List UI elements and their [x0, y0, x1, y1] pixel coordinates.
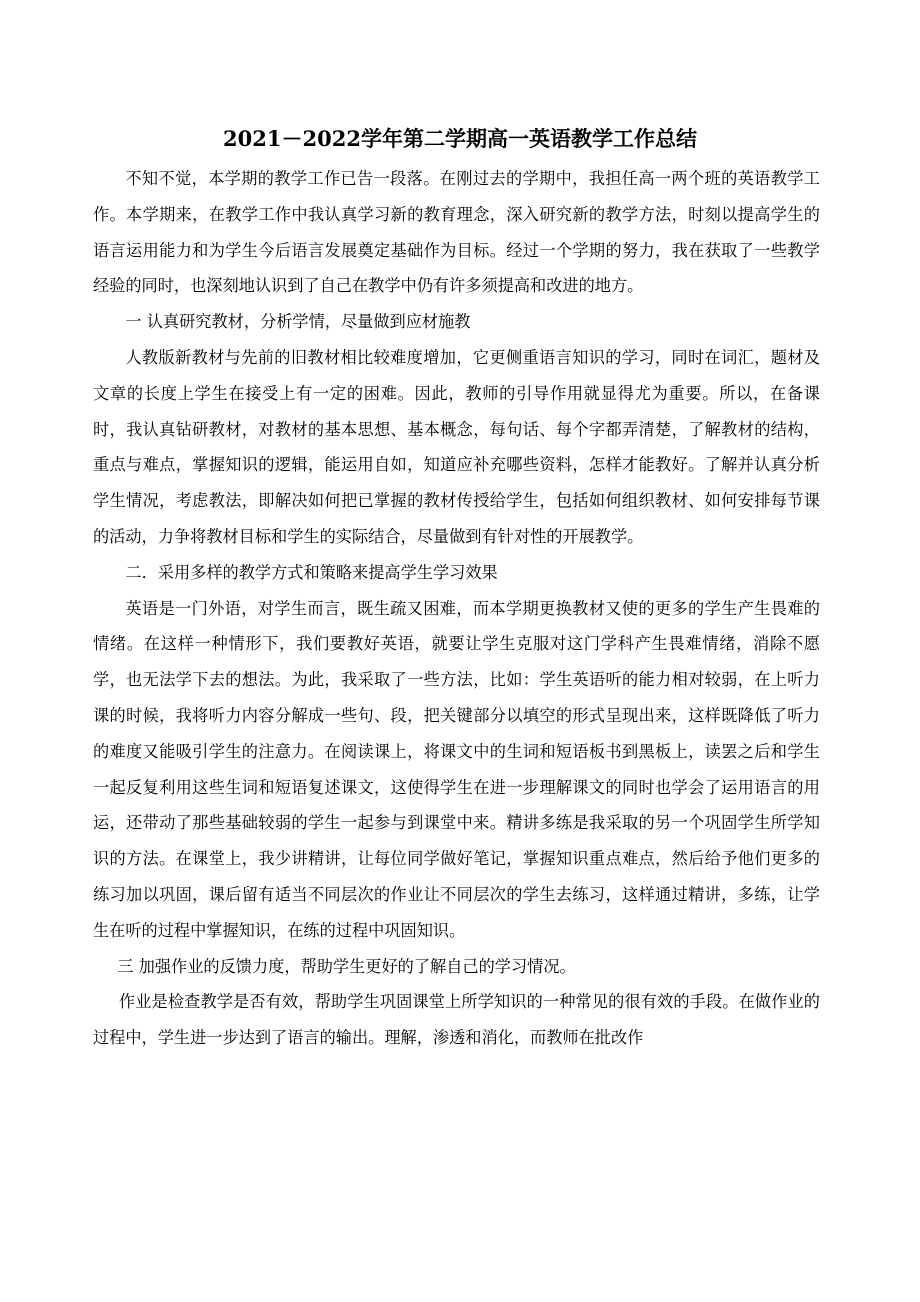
- section-heading-1: 一 认真研究教材，分析学情，尽量做到应材施教: [125, 312, 471, 332]
- paragraph-section-2: 英语是一门外语，对学生而言，既生疏又困难，而本学期更换教材又使的更多的学生产生畏难的情绪。在这样一种情形下，我们要教好英语，就要让学生克服对这门学科产生畏难情绪，消除不愿学，也无法学下去的想法。为此，我采取了一些方法，比如：学生英语听的能力相对较弱，在上听力课的时候，我将听力内容分解成一些句、段，把关键部分以填空的形式呈现出来，这样既降低了听力的难度又能吸引学生的注意力。在阅读课上，将课文中的生词和短语板书到黑板上，读罢之后和学生一起反复利用这些生词和短语复述课文，这使得学生在进一步理解课文的同时也学会了运用语言的用运，还带动了那些基础较弱的学生一起参与到课堂中来。精讲多练是我采取的另一个巩固学生所学知识的方法。在课堂上，我少讲精讲，让每位同学做好笔记，掌握知识重点难点，然后给予他们更多的练习加以巩固，课后留有适当不同层次的作业让不同层次的学生去练习，这样通过精讲，多练，让学生在听的过程中掌握知识，在练的过程中巩固知识。: [93, 598, 820, 940]
- document-body: [93, 161, 820, 1056]
- section-heading-2: 二．采用多样的教学方式和策略来提高学生学习效果: [125, 562, 498, 582]
- document-title: 2021－2022学年第二学期高一英语教学工作总结: [223, 126, 697, 151]
- paragraph-section-3: 作业是检查教学是否有效，帮助学生巩固课堂上所学知识的一种常见的很有效的手段。在做作业的过程中，学生进一步达到了语言的输出。理解，渗透和消化，而教师在批改作: [93, 992, 820, 1048]
- section-heading-3: 三 加强作业的反馈力度，帮助学生更好的了解自己的学习情况。: [117, 956, 576, 976]
- paragraph-intro: 不知不觉，本学期的教学工作已告一段落。在刚过去的学期中，我担任高一两个班的英语教学工作。本学期来，在教学工作中我认真学习新的教育理念，深入研究新的教学方法，时刻以提高学生的语言运用能力和为学生今后语言发展奠定基础作为目标。经过一个学期的努力，我在获取了一些教学经验的同时，也深刻地认识到了自己在教学中仍有许多须提高和改进的地方。: [93, 169, 820, 296]
- paragraph-section-1: 人教版新教材与先前的旧教材相比较难度增加，它更侧重语言知识的学习，同时在词汇，题材及文章的长度上学生在接受上有一定的困难。因此，教师的引导作用就显得尤为重要。所以，在备课时，我认真钻研教材，对教材的基本思想、基本概念，每句话、每个字都弄清楚，了解教材的结构，重点与难点，掌握知识的逻辑，能运用自如，知道应补充哪些资料，怎样才能教好。了解并认真分析学生情况，考虑教法，即解决如何把已掌握的教材传授给学生，包括如何组织教材、如何安排每节课的活动，力争将教材目标和学生的实际结合，尽量做到有针对性的开展教学。: [93, 347, 820, 546]
